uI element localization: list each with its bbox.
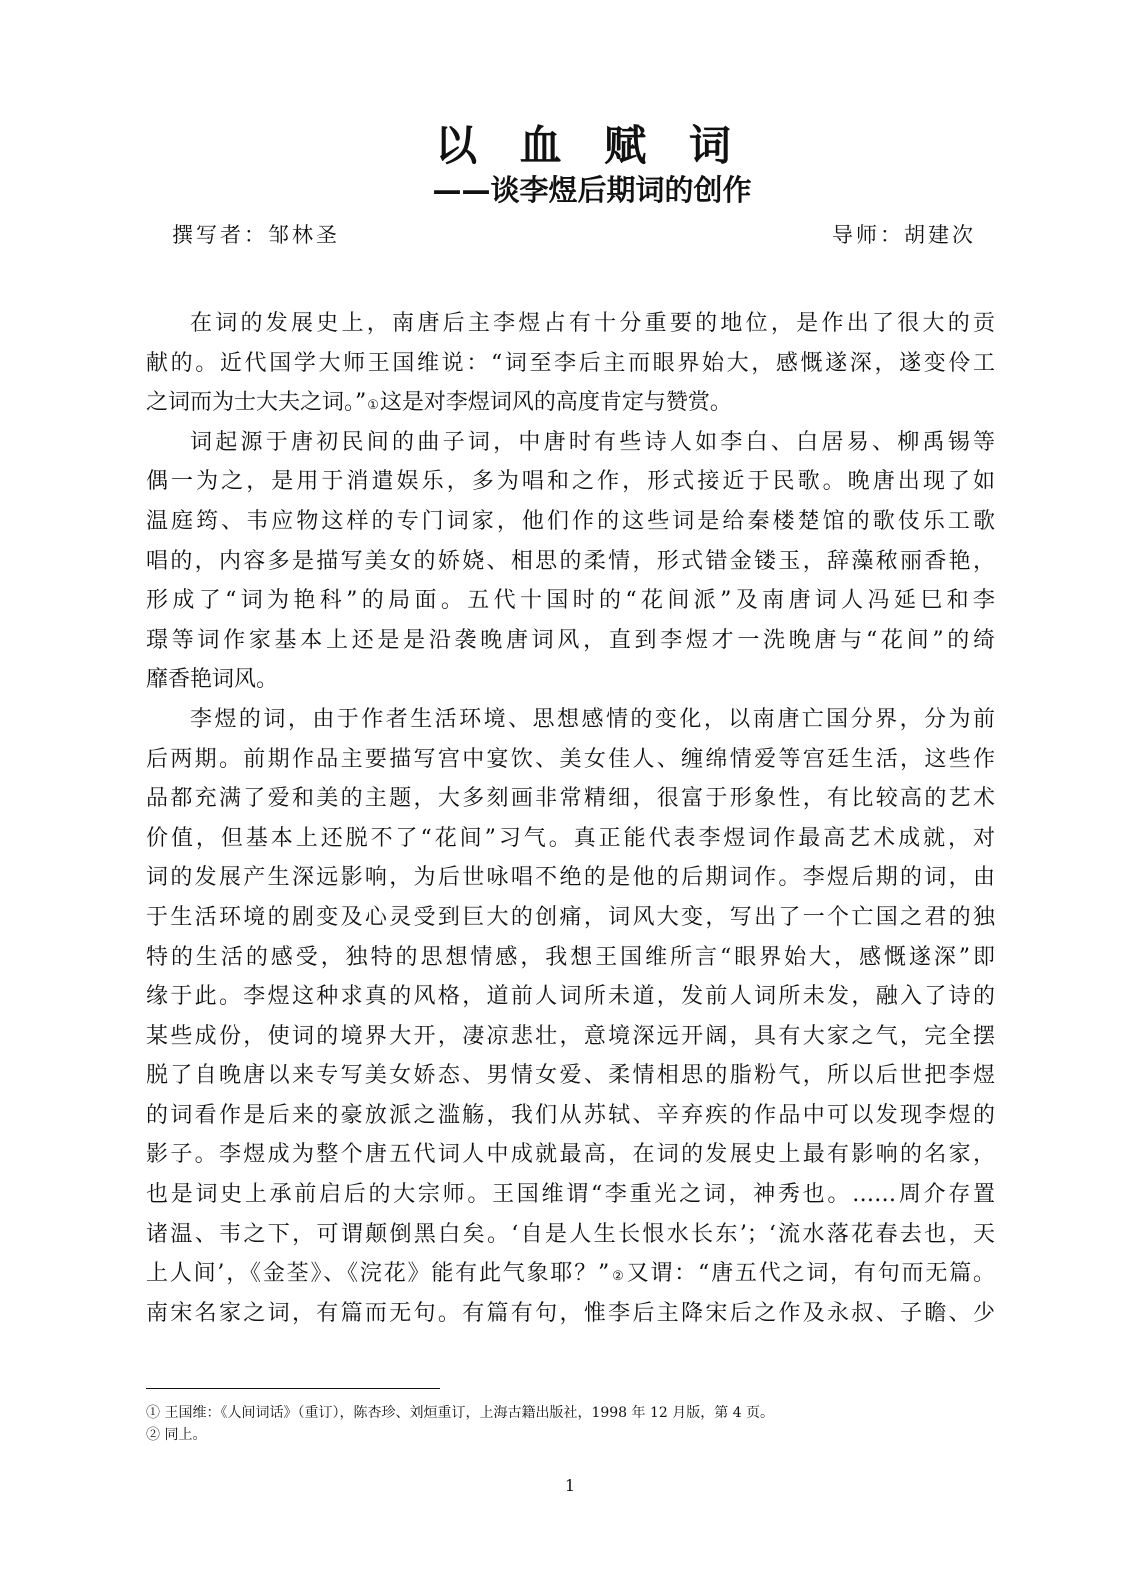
author-line: 撰写者：邹林圣	[172, 223, 340, 247]
text-line: 于生活环境的剧变及心灵受到巨大的创痛，词风大变，写出了一个亡国之君的独	[146, 904, 995, 930]
text-line: 在词的发展史上，南唐后主李煜占有十分重要的地位，是作出了很大的贡	[190, 311, 995, 336]
text-line: 唱的，内容多是描写美女的娇娆、相思的柔情，形式错金镂玉，辞藻秾丽香艳，	[146, 548, 995, 574]
text-line: 价值，但基本上还脱不了“花间”习气。真正能代表李煜词作最高艺术成就，对	[146, 825, 995, 851]
text-line: 温庭筠、韦应物这样的专门词家，他们作的这些词是给秦楼楚馆的歌伎乐工歌	[146, 508, 995, 534]
footnote-ref[interactable]: ①	[367, 398, 379, 414]
text-line: 的词看作是后来的豪放派之滥觞，我们从苏轼、辛弃疾的作品中可以发现李煜的	[146, 1102, 995, 1128]
text-line: 某些成份，使词的境界大开，凄凉悲壮，意境深远开阔，具有大家之气，完全摆	[146, 1023, 995, 1049]
advisor-line: 导师：胡建次	[832, 223, 976, 247]
text-line: 之词而为士大夫之词。”①这是对李煜词风的高度肯定与赞赏。	[146, 390, 732, 416]
text-line: 上人间’，《金荃》、《浣花》能有此气象耶？”②又谓：“唐五代之词，有句而无篇。	[146, 1261, 996, 1287]
article-body	[146, 304, 995, 1333]
footnote-1: ① 王国维：《人间词话》（重订），陈杏珍、刘烜重订，上海古籍出版社，1998 年 12 月版，第 4 页。	[146, 1405, 775, 1421]
document-subtitle: ——谈李煜后期词的创作	[432, 173, 752, 207]
text-line: 品都充满了爱和美的主题，大多刻画非常精细，很富于形象性，有比较高的艺术	[146, 786, 995, 812]
paragraph	[146, 700, 995, 1334]
text-line: 词的发展产生深远影响，为后世咏唱不绝的是他的后期词作。李煜后期的词，由	[146, 865, 995, 891]
text-line: 偶一为之，是用于消遣娱乐，多为唱和之作，形式接近于民歌。晚唐出现了如	[146, 469, 995, 495]
text-line: 形成了“词为艳科”的局面。五代十国时的“花间派”及南唐词人冯延巳和李	[146, 588, 995, 614]
text-line: 璟等词作家基本上还是是沿袭晚唐词风，直到李煜才一洗晚唐与“花间”的绮	[146, 627, 995, 653]
document-title: 以 血 赋 词	[435, 121, 745, 170]
text-line: 靡香艳词风。	[146, 667, 279, 693]
footnote-2: ② 同上。	[146, 1427, 207, 1443]
text-line: 李煜的词，由于作者生活环境、思想感情的变化，以南唐亡国分界，分为前	[190, 706, 995, 732]
footnote-ref[interactable]: ②	[610, 1269, 626, 1285]
text-line: 词起源于唐初民间的曲子词，中唐时有些诗人如李白、白居易、柳禹锡等	[190, 429, 995, 455]
text-line: 献的。近代国学大师王国维说：“词至李后主而眼界始大，感慨遂深，遂变伶工	[146, 350, 995, 376]
text-line: 缘于此。李煜这种求真的风格，道前人词所未道，发前人词所未发，融入了诗的	[146, 984, 995, 1010]
text-line: 南宋名家之词，有篇而无句。有篇有句，惟李后主降宋后之作及永叔、子瞻、少	[146, 1300, 995, 1326]
text-line: 影子。李煜成为整个唐五代词人中成就最高，在词的发展史上最有影响的名家，	[146, 1142, 995, 1168]
paragraph	[146, 304, 995, 423]
text-line: 也是词史上承前启后的大宗师。王国维谓“李重光之词，神秀也。……周介存置	[146, 1182, 995, 1208]
footnote-divider	[146, 1388, 440, 1389]
text-line: 后两期。前期作品主要描写宫中宴饮、美女佳人、缠绵情爱等宫廷生活，这些作	[146, 746, 995, 772]
text-line: 诸温、韦之下，可谓颠倒黑白矣。‘自是人生长恨水长东’；‘流水落花春去也，天	[146, 1221, 995, 1247]
text-line: 特的生活的感受，独特的思想情感，我想王国维所言“眼界始大，感慨遂深”即	[146, 944, 995, 970]
text-line: 脱了自晚唐以来专写美女娇态、男情女爱、柔情相思的脂粉气，所以后世把李煜	[146, 1063, 995, 1089]
page-number: 1	[564, 1476, 576, 1495]
paragraph	[146, 423, 995, 700]
